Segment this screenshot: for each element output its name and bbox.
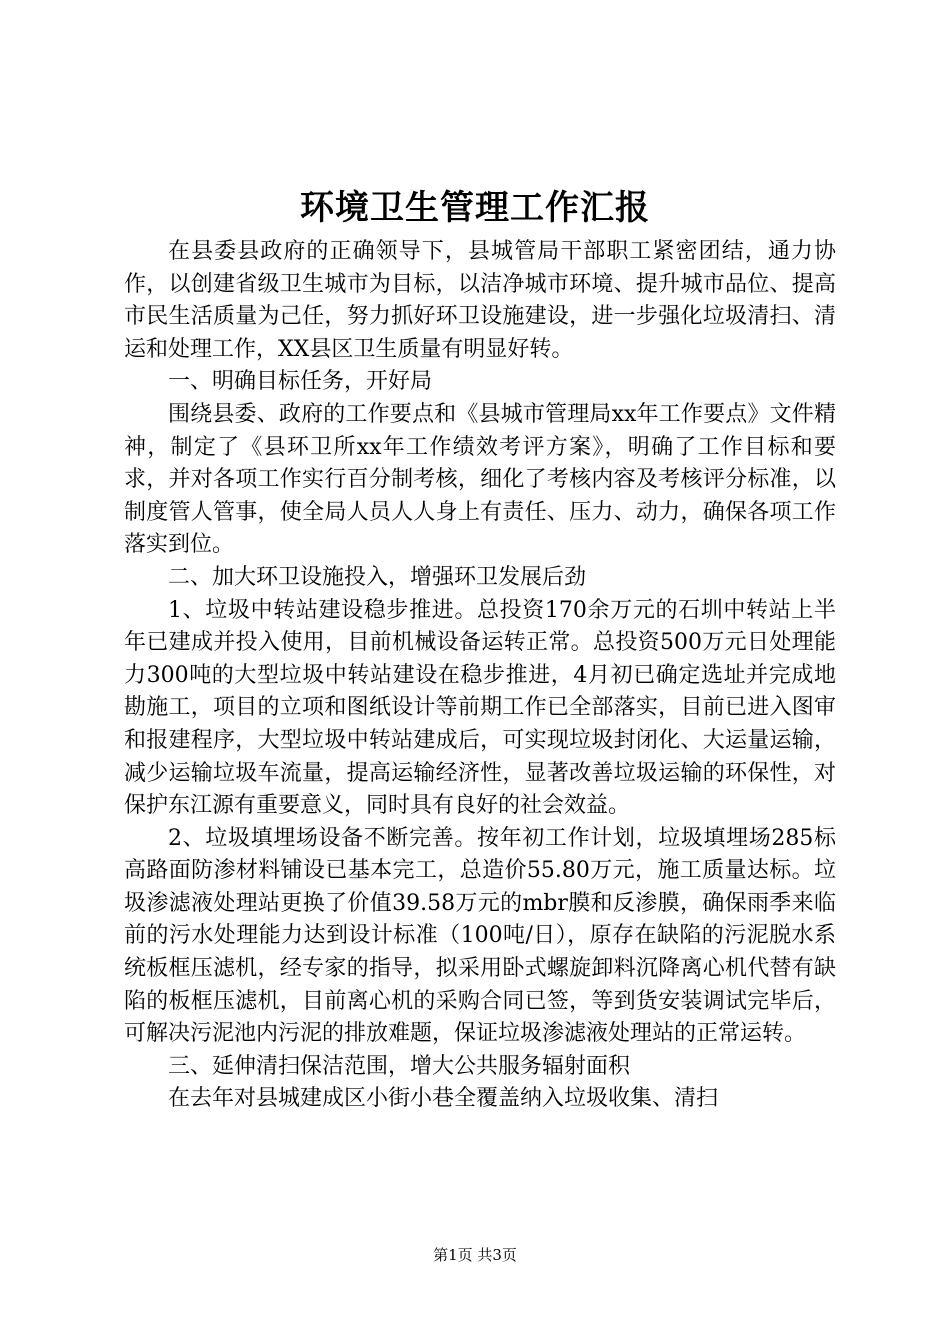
document-title: 环境卫生管理工作汇报 (300, 188, 650, 228)
page-number-footer: 第1页 共3页 (433, 1246, 517, 1264)
section-heading-3: 三、延伸清扫保洁范围，增大公共服务辐射面积 (168, 1053, 631, 1079)
section-heading-1: 一、明确目标任务，开好局 (168, 369, 433, 395)
paragraph-intro: 在县委县政府的正确领导下，县城管局干部职工紧密团结，通力协作，以创建省级卫生城市为目标，以洁净城市环境、提升城市品位、提高市民生活质量为己任，努力抓好环卫设施建设，进一步强化垃圾清扫、清运和处理工作，XX县区卫生质量有明显好转。 (124, 239, 836, 362)
paragraph-item-1: 1、垃圾中转站建设稳步推进。总投资170余万元的石圳中转站上半年已建成并投入使用，目前机械设备运转正常。总投资500万元日处理能力300吨的大型垃圾中转站建设在稳步推进，4月初已确定选址并完成地勘施工，项目的立项和图纸设计等前期工作已全部落实，目前已进入图审和报建程序，大型垃圾中转站建成后，可实现垃圾封闭化、大运量运输，减少运输垃圾车流量，提高运输经济性，显著改善垃圾运输的环保性，对保护东江源有重要意义，同时具有良好的社会效益。 (124, 597, 836, 819)
paragraph-section-3: 在去年对县城建成区小街小巷全覆盖纳入垃圾收集、清扫 (168, 1086, 719, 1112)
paragraph-item-2: 2、垃圾填埋场设备不断完善。按年初工作计划，垃圾填埋场285标高路面防渗材料铺设已基本完工，总造价55.80万元，施工质量达标。垃圾渗滤液处理站更换了价值39.58万元的mbr膜和反渗膜，确保雨季来临前的污水处理能力达到设计标准（100吨/日），原存在缺陷的污泥脱水系统板框压滤机，经专家的指导，拟采用卧式螺旋卸料沉降离心机代替有缺陷的板框压滤机，目前离心机的采购合同已签，等到货安装调试完毕后，可解决污泥池内污泥的排放难题，保证垃圾渗滤液处理站的正常运转。 (124, 825, 836, 1047)
document-body (124, 236, 836, 1116)
section-heading-2: 二、加大环卫设施投入，增强环卫发展后劲 (168, 564, 587, 590)
paragraph-section-1: 围绕县委、政府的工作要点和《县城市管理局xx年工作要点》文件精神，制定了《县环卫所xx年工作绩效考评方案》，明确了工作目标和要求，并对各项工作实行百分制考核，细化了考核内容及考核评分标准，以制度管人管事，使全局人员人人身上有责任、压力、动力，确保各项工作落实到位。 (124, 401, 836, 558)
